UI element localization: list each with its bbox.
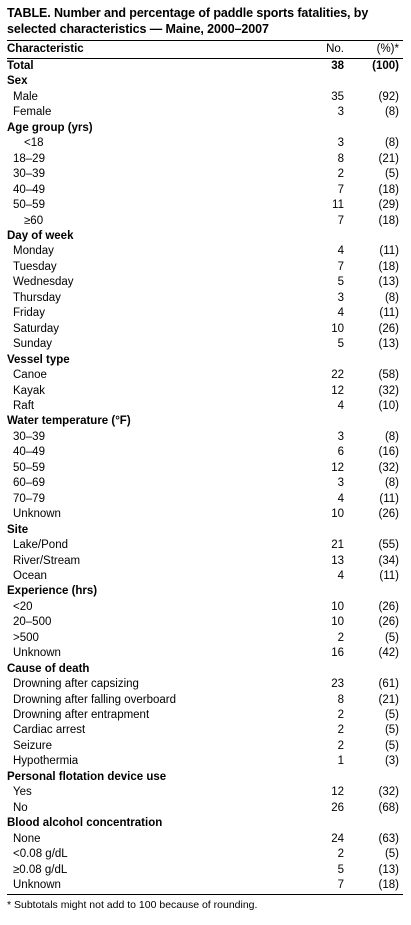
section-row <box>7 74 403 89</box>
row-percent <box>344 523 403 538</box>
row-count: 10 <box>331 616 344 629</box>
row-percent: (11) <box>379 492 399 505</box>
row-count: 24 <box>331 832 344 845</box>
section-label: Vessel type <box>7 353 70 366</box>
row-count: 12 <box>331 384 344 397</box>
section-row <box>7 121 403 136</box>
table-row <box>7 430 403 445</box>
row-count: 8 <box>337 693 344 706</box>
row-label: Lake/Pond <box>13 539 68 552</box>
row-label: Unknown <box>13 647 61 660</box>
row-percent <box>344 770 403 785</box>
table-row <box>7 136 403 151</box>
row-count: 2 <box>337 724 344 737</box>
header-number: No. <box>326 43 344 55</box>
row-label: Thursday <box>13 291 61 304</box>
row-label: Canoe <box>13 369 47 382</box>
row-count: 13 <box>331 554 344 567</box>
row-percent: (8) <box>384 430 399 443</box>
row-count: 1 <box>337 755 344 768</box>
row-label: Monday <box>13 245 54 258</box>
row-label: 30–39 <box>13 168 45 181</box>
table-body <box>7 59 403 894</box>
row-label: Cardiac arrest <box>13 724 86 737</box>
table-row <box>7 275 403 290</box>
row-label: Raft <box>13 399 35 412</box>
row-percent: (63) <box>378 832 399 845</box>
row-percent: (21) <box>378 693 399 706</box>
row-count: 23 <box>331 678 344 691</box>
row-label: <18 <box>24 137 44 150</box>
row-percent: (8) <box>384 106 399 119</box>
row-percent: (68) <box>378 801 399 814</box>
row-label: Male <box>13 90 38 103</box>
table-row <box>7 754 403 769</box>
row-percent: (5) <box>384 739 399 752</box>
table-row <box>7 554 403 569</box>
table-row <box>7 368 403 383</box>
row-count: 7 <box>337 879 344 892</box>
header-characteristic: Characteristic <box>7 43 84 55</box>
table-row <box>7 785 403 800</box>
row-percent: (5) <box>384 848 399 861</box>
table-row <box>7 507 403 522</box>
row-percent: (5) <box>384 168 399 181</box>
table-row <box>7 677 403 692</box>
row-count: 2 <box>337 848 344 861</box>
row-count <box>284 414 344 429</box>
row-count: 10 <box>331 600 344 613</box>
row-percent: (11) <box>379 569 399 582</box>
row-percent: (100) <box>372 60 399 72</box>
row-count: 7 <box>337 260 344 273</box>
row-label: Saturday <box>13 322 60 335</box>
row-percent <box>344 662 403 677</box>
row-count: 3 <box>337 477 344 490</box>
row-count <box>284 816 344 831</box>
row-percent: (5) <box>384 709 399 722</box>
row-count: 2 <box>337 168 344 181</box>
table-row <box>7 878 403 893</box>
row-count: 2 <box>337 631 344 644</box>
row-count: 16 <box>331 647 344 660</box>
section-row <box>7 353 403 368</box>
row-count: 3 <box>337 430 344 443</box>
row-label: Unknown <box>13 508 61 521</box>
row-percent <box>344 121 403 136</box>
table-row <box>7 306 403 321</box>
row-label: <0.08 g/dL <box>13 848 68 861</box>
table-row <box>7 384 403 399</box>
table-row <box>7 198 403 213</box>
row-label: 50–59 <box>13 199 45 212</box>
row-label: Hypothermia <box>13 755 79 768</box>
row-label: River/Stream <box>13 554 81 567</box>
row-label: >500 <box>13 631 39 644</box>
row-count: 3 <box>337 106 344 119</box>
row-count: 2 <box>337 739 344 752</box>
row-label: Seizure <box>13 739 52 752</box>
row-count: 21 <box>331 539 344 552</box>
table-row <box>7 183 403 198</box>
row-label: 20–500 <box>13 616 52 629</box>
row-count <box>284 523 344 538</box>
bottom-rule <box>7 894 403 895</box>
row-count: 4 <box>337 569 344 582</box>
row-label: 18–29 <box>13 152 45 165</box>
row-percent <box>344 353 403 368</box>
fatalities-table <box>7 41 403 893</box>
row-percent: (13) <box>378 276 399 289</box>
table-row <box>7 600 403 615</box>
row-percent <box>344 414 403 429</box>
section-label: Site <box>7 523 29 536</box>
row-percent: (8) <box>384 477 399 490</box>
row-count <box>284 121 344 136</box>
table-row <box>7 399 403 414</box>
table-row <box>7 832 403 847</box>
section-row <box>7 523 403 538</box>
row-label: Drowning after capsizing <box>13 678 139 691</box>
row-percent: (18) <box>378 183 399 196</box>
row-label: Drowning after entrapment <box>13 709 150 722</box>
table-row <box>7 708 403 723</box>
row-percent: (8) <box>384 137 399 150</box>
table-row <box>7 445 403 460</box>
row-label: Wednesday <box>13 276 74 289</box>
row-percent: (13) <box>378 338 399 351</box>
row-percent: (11) <box>379 307 399 320</box>
table-row <box>7 646 403 661</box>
table-row <box>7 847 403 862</box>
header-percent: (%)* <box>376 43 399 55</box>
row-label: Drowning after falling overboard <box>13 693 177 706</box>
row-label: 50–59 <box>13 461 45 474</box>
section-label: Personal flotation device use <box>7 770 167 783</box>
section-label: Experience (hrs) <box>7 585 98 598</box>
table-row <box>7 461 403 476</box>
table-row <box>7 105 403 120</box>
row-count: 10 <box>331 322 344 335</box>
row-count <box>284 74 344 89</box>
row-label: Female <box>13 106 52 119</box>
row-percent: (16) <box>378 446 399 459</box>
row-count: 12 <box>331 786 344 799</box>
row-percent: (3) <box>384 755 399 768</box>
row-label: Ocean <box>13 569 47 582</box>
row-percent: (42) <box>378 647 399 660</box>
section-label: Age group (yrs) <box>7 121 93 134</box>
row-percent: (34) <box>378 554 399 567</box>
row-percent: (32) <box>378 461 399 474</box>
section-row <box>7 770 403 785</box>
table-header <box>7 41 403 59</box>
row-count <box>284 353 344 368</box>
row-count: 22 <box>331 369 344 382</box>
row-count: 3 <box>337 137 344 150</box>
row-label: None <box>13 832 41 845</box>
row-percent: (32) <box>378 786 399 799</box>
row-percent <box>344 816 403 831</box>
row-percent: (32) <box>378 384 399 397</box>
row-count: 38 <box>331 60 344 72</box>
row-label: Kayak <box>13 384 45 397</box>
row-count: 6 <box>337 446 344 459</box>
row-count: 5 <box>337 338 344 351</box>
row-label: 60–69 <box>13 477 45 490</box>
row-count: 26 <box>331 801 344 814</box>
row-label: Sunday <box>13 338 53 351</box>
row-percent: (11) <box>379 245 399 258</box>
row-label: Friday <box>13 307 45 320</box>
row-count: 5 <box>337 276 344 289</box>
row-label: ≥60 <box>24 214 44 227</box>
row-percent: (13) <box>378 863 399 876</box>
table-row <box>7 152 403 167</box>
row-count: 11 <box>332 199 344 212</box>
row-percent: (10) <box>378 399 399 412</box>
table-title: TABLE. Number and percentage of paddle sports fatalities, by selected characteristics — Maine, 2000–2007 <box>7 6 369 36</box>
row-percent: (55) <box>378 539 399 552</box>
row-count: 7 <box>337 214 344 227</box>
row-label: Tuesday <box>13 260 57 273</box>
section-row <box>7 584 403 599</box>
row-percent: (26) <box>378 600 399 613</box>
section-label: Cause of death <box>7 662 90 675</box>
row-label: Total <box>7 60 34 72</box>
row-label: Yes <box>13 786 32 799</box>
table-row <box>7 244 403 259</box>
table-row <box>7 337 403 352</box>
row-percent: (18) <box>378 260 399 273</box>
table-row <box>7 631 403 646</box>
row-count: 12 <box>331 461 344 474</box>
row-count: 4 <box>337 307 344 320</box>
row-percent <box>344 229 403 244</box>
row-count <box>284 770 344 785</box>
row-label: Unknown <box>13 879 61 892</box>
row-label: 40–49 <box>13 446 45 459</box>
section-label: Sex <box>7 75 28 88</box>
section-row <box>7 816 403 831</box>
row-count: 4 <box>337 399 344 412</box>
row-percent: (61) <box>378 678 399 691</box>
table-row <box>7 322 403 337</box>
row-percent: (18) <box>378 879 399 892</box>
row-label: ≥0.08 g/dL <box>13 863 68 876</box>
table-row <box>7 90 403 105</box>
row-label: 30–39 <box>13 430 45 443</box>
row-count: 7 <box>337 183 344 196</box>
table-row <box>7 538 403 553</box>
row-percent: (5) <box>384 724 399 737</box>
section-row <box>7 414 403 429</box>
row-percent: (92) <box>378 90 399 103</box>
section-row <box>7 662 403 677</box>
table-row <box>7 492 403 507</box>
table-row <box>7 723 403 738</box>
section-label: Day of week <box>7 229 74 242</box>
table-row <box>7 569 403 584</box>
table-row <box>7 801 403 816</box>
table-row <box>7 739 403 754</box>
table-row <box>7 291 403 306</box>
row-percent: (21) <box>378 152 399 165</box>
row-count: 3 <box>337 291 344 304</box>
row-percent: (8) <box>384 291 399 304</box>
row-label: No <box>13 801 28 814</box>
row-percent: (58) <box>378 369 399 382</box>
table-row <box>7 167 403 182</box>
row-count: 2 <box>337 709 344 722</box>
table-row <box>7 260 403 275</box>
row-percent: (18) <box>378 214 399 227</box>
table-footnote: * Subtotals might not add to 100 because of rounding. <box>7 899 258 912</box>
row-count: 4 <box>337 492 344 505</box>
row-percent <box>344 74 403 89</box>
row-count <box>284 662 344 677</box>
row-percent: (26) <box>378 616 399 629</box>
table-row <box>7 615 403 630</box>
row-count <box>284 584 344 599</box>
table-row <box>7 863 403 878</box>
row-count: 35 <box>331 90 344 103</box>
header-row <box>7 41 403 59</box>
row-count: 4 <box>337 245 344 258</box>
row-percent: (26) <box>378 508 399 521</box>
row-label: 70–79 <box>13 492 45 505</box>
table-row <box>7 693 403 708</box>
row-percent: (5) <box>384 631 399 644</box>
row-label: <20 <box>13 600 33 613</box>
row-label: 40–49 <box>13 183 45 196</box>
section-label: Water temperature (°F) <box>7 415 131 428</box>
row-count: 8 <box>337 152 344 165</box>
table-row <box>7 476 403 491</box>
section-row <box>7 229 403 244</box>
section-label: Blood alcohol concentration <box>7 817 163 830</box>
row-percent: (29) <box>378 199 399 212</box>
table-row <box>7 214 403 229</box>
row-count: 10 <box>331 508 344 521</box>
row-count: 5 <box>337 863 344 876</box>
row-percent: (26) <box>378 322 399 335</box>
row-count <box>284 229 344 244</box>
row-percent <box>344 584 403 599</box>
total-row <box>7 59 403 75</box>
